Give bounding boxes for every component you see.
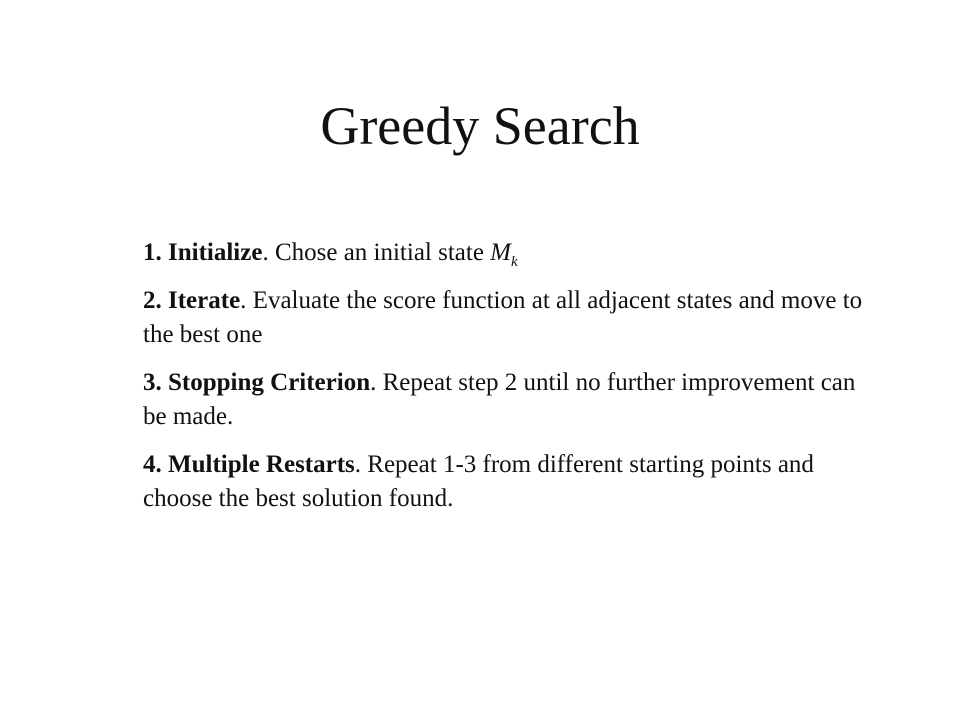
step-heading [143,287,240,314]
step-text: Evaluate the score function at all adjacent states and move to the best one [143,287,863,348]
steps-list [143,236,863,530]
step-initialize: 1. Initialize. Chose an initial state $M_k$ [143,239,518,270]
step-heading-text: Stopping Criterion [168,369,371,396]
step-number: 4. [143,451,162,478]
step-text: Chose an initial state [274,239,491,266]
state-symbol: M [490,239,511,266]
step-heading [143,451,355,478]
step-stopping-criterion: 3. Stopping Criterion. Repeat step 2 until no further improvement can be made. [143,369,856,430]
step-number: 2. [143,287,162,314]
step-number: 3. [143,369,162,396]
state-subscript: k [511,254,518,270]
step-number: 1. [143,239,162,266]
step-multiple-restarts: 4. Multiple Restarts. Repeat 1-3 from different starting points and choose the best solution found. [143,451,814,512]
slide-title: Greedy Search [320,96,640,156]
step-heading-text: Multiple Restarts [168,451,355,478]
step-heading-text: Initialize [168,239,263,266]
step-text: Repeat step 2 until no further improvement can be made. [143,369,856,430]
step-heading-text: Iterate [168,287,241,314]
step-heading [143,239,262,266]
step-iterate: 2. Iterate. Evaluate the score function at all adjacent states and move to the best one [143,287,863,348]
step-heading [143,369,370,396]
step-text: Repeat 1-3 from different starting points and choose the best solution found. [143,451,814,512]
